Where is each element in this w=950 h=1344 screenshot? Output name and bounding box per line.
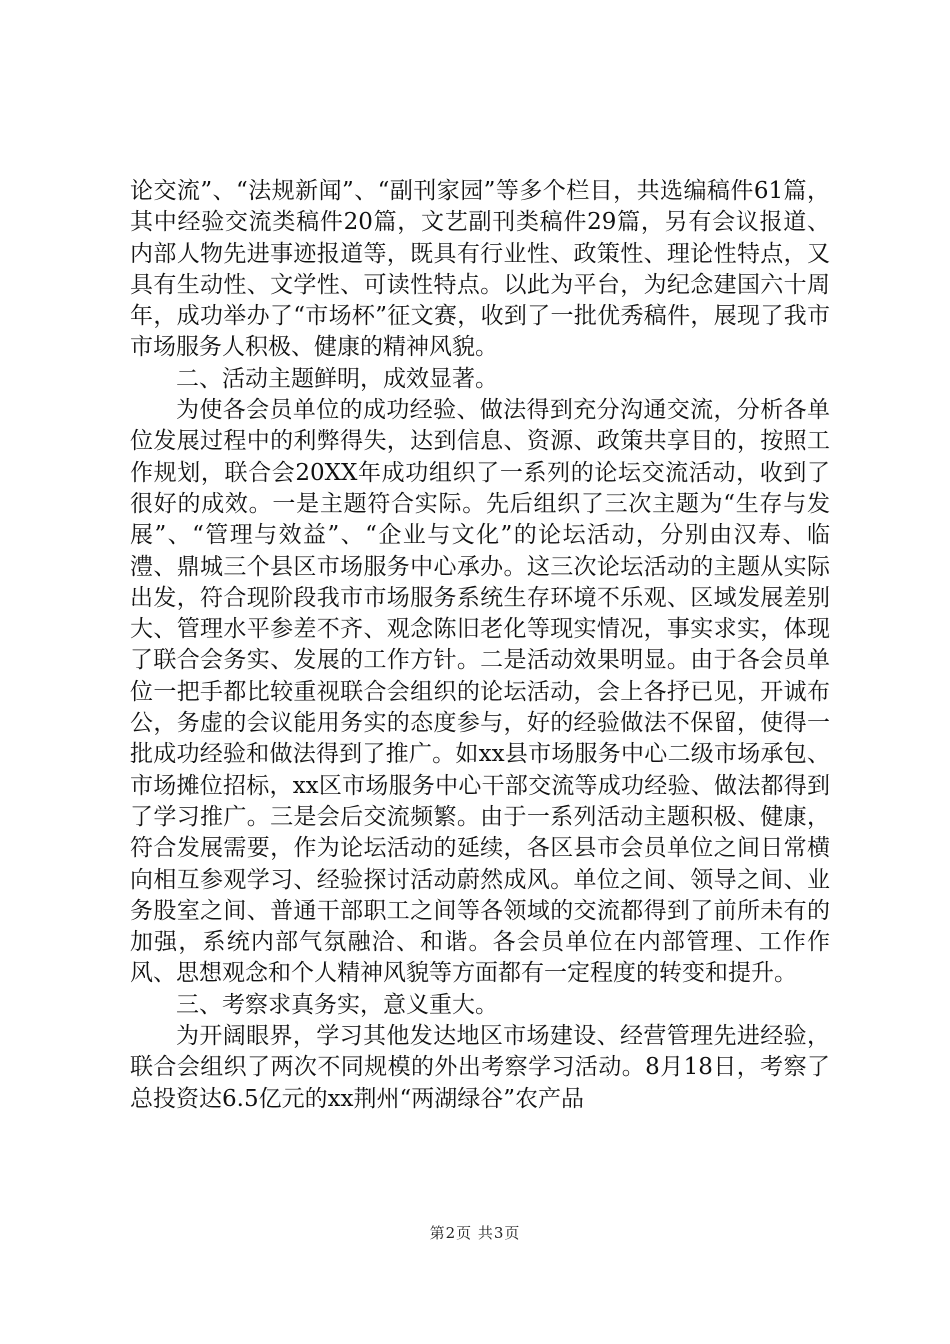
paragraph-2: 为使各会员单位的成功经验、做法得到充分沟通交流，分析各单位发展过程中的利弊得失，达到信息、资源、政策共享目的，按照工作规划，联合会20XX年成功组织了一系列的论坛交流活动，收到了很好的成效。一是主题符合实际。先后组织了三次主题为“生存与发展”、“管理与效益”、“企业与文化”的论坛活动，分别由汉寿、临澧、鼎城三个县区市场服务中心承办。这三次论坛活动的主题从实际出发，符合现阶段我市市场服务系统生存环境不乐观、区域发展差别大、管理水平参差不齐、观念陈旧老化等现实情况，事实求实，体现了联合会务实、发展的工作方针。二是活动效果明显。由于各会员单位一把手都比较重视联合会组织的论坛活动，会上各抒已见，开诚布公，务虚的会议能用务实的态度参与，好的经验做法不保留，使得一批成功经验和做法得到了推广。如xx县市场服务中心二级市场承包、市场摊位招标，xx区市场服务中心干部交流等成功经验、做法都得到了学习推广。三是会后交流频繁。由于一系列活动主题积极、健康，符合发展需要，作为论坛活动的延续，各区县市会员单位之间日常横向相互参观学习、经验探讨活动蔚然成风。单位之间、领导之间、业务股室之间、普通干部职工之间等各领域的交流都得到了前所未有的加强，系统内部气氛融洽、和谐。各会员单位在内部管理、工作作风、思想观念和个人精神风貌等方面都有一定程度的转变和提升。	[130, 397, 830, 987]
section-heading-2: 二、活动主题鲜明，成效显著。	[176, 365, 498, 392]
page-number-footer: 第2页 共3页	[429, 1224, 521, 1242]
paragraph-3: 为开阔眼界，学习其他发达地区市场建设、经营管理先进经验，联合会组织了两次不同规模的外出考察学习活动。8月18日，考察了总投资达6.5亿元的xx荆州“两湖绿谷”农产品	[130, 1023, 830, 1112]
paragraph-1: 论交流”、“法规新闻”、“副刊家园”等多个栏目，共选编稿件61篇，其中经验交流类稿件20篇，文艺副刊类稿件29篇，另有会议报道、内部人物先进事迹报道等，既具有行业性、政策性、理论性特点，又具有生动性、文学性、可读性特点。以此为平台，为纪念建国六十周年，成功举办了“市场杯”征文赛，收到了一批优秀稿件，展现了我市市场服务人积极、健康的精神风貌。	[130, 178, 830, 361]
section-heading-3: 三、考察求真务实，意义重大。	[176, 991, 498, 1018]
document-body	[130, 176, 830, 1115]
